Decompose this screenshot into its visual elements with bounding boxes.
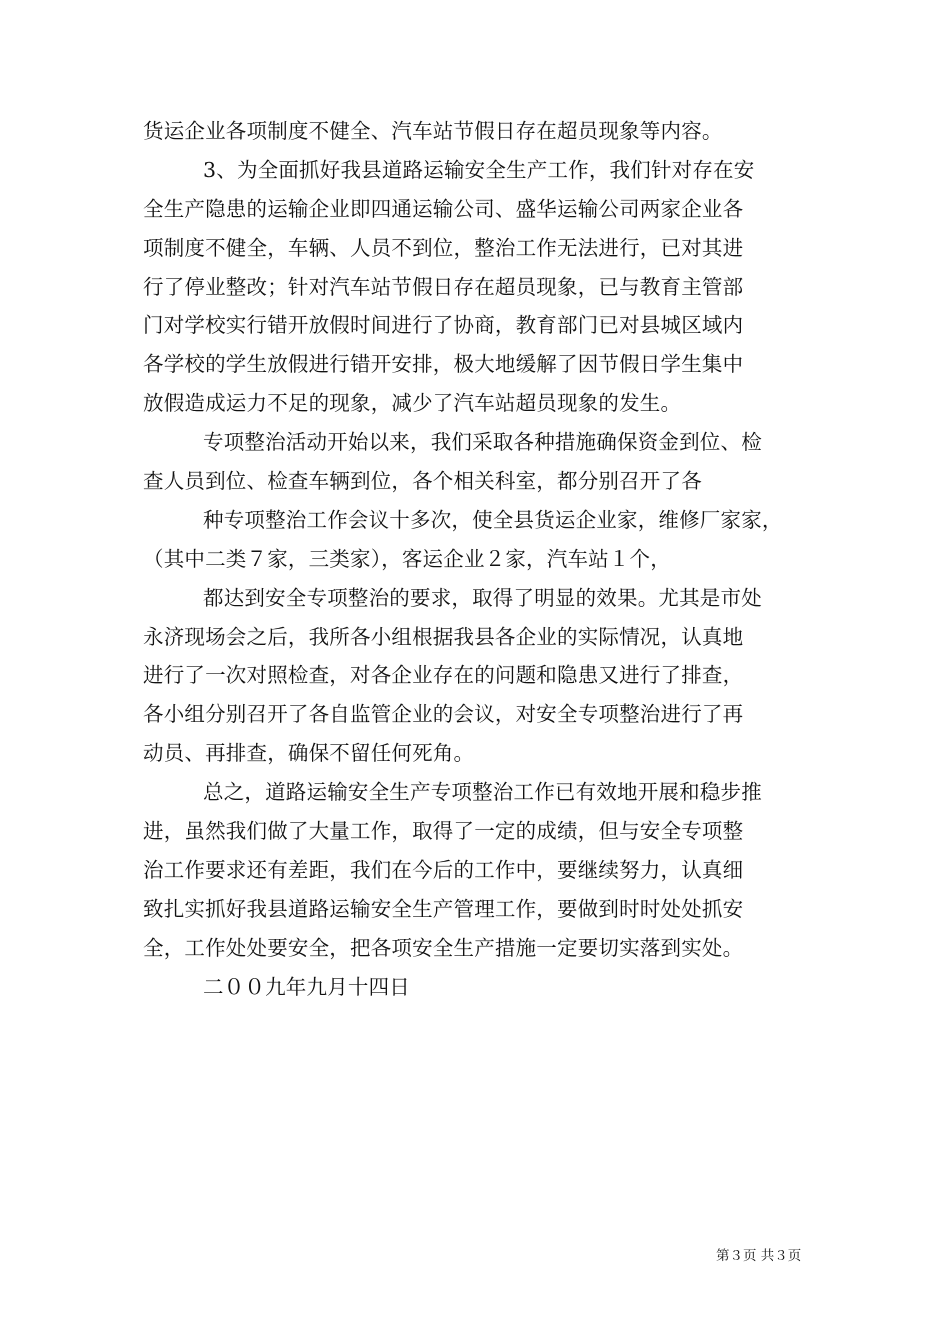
- text-line: 查人员到位、检查车辆到位，各个相关科室，都分别召开了各: [143, 469, 702, 494]
- text-line: 3、为全面抓好我县道路运输安全生产工作，我们针对存在安: [203, 157, 755, 182]
- text-line: 总之，道路运输安全生产专项整治工作已有效地开展和稳步推: [203, 780, 762, 805]
- text-line: 货运企业各项制度不健全、汽车站节假日存在超员现象等内容。: [143, 119, 723, 143]
- text-line: 各小组分别召开了各自监管企业的会议，对安全专项整治进行了再: [143, 702, 744, 727]
- page-number-footer: 第３页 共３页: [716, 1248, 802, 1264]
- text-line: 治工作要求还有差距，我们在今后的工作中，要继续努力，认真细: [143, 857, 744, 882]
- text-line: 各学校的学生放假进行错开安排，极大地缓解了因节假日学生集中: [143, 352, 744, 377]
- document-body: [143, 112, 823, 1006]
- text-line: 进，虽然我们做了大量工作，取得了一定的成绩，但与安全专项整: [143, 819, 744, 844]
- text-line: 全生产隐患的运输企业即四通运输公司、盛华运输公司两家企业各: [143, 196, 744, 221]
- text-line: 种专项整治工作会议十多次，使全县货运企业家，维修厂家家，: [203, 507, 783, 532]
- text-line: 项制度不健全，车辆、人员不到位，整治工作无法进行，已对其进: [143, 235, 744, 260]
- text-line: 动员、再排查，确保不留任何死角。: [143, 741, 475, 766]
- text-line: 全，工作处处要安全，把各项安全生产措施一定要切实落到实处。: [143, 935, 744, 960]
- text-line: 致扎实抓好我县道路运输安全生产管理工作，要做到时时处处抓安: [143, 896, 744, 921]
- text-line: 永济现场会之后，我所各小组根据我县各企业的实际情况，认真地: [143, 624, 744, 649]
- text-line: 进行了一次对照检查，对各企业存在的问题和隐患又进行了排查，: [143, 663, 744, 688]
- date-line: 二００九年九月十四日: [203, 974, 410, 999]
- text-line: 专项整治活动开始以来，我们采取各种措施确保资金到位、检: [203, 430, 762, 455]
- text-line: 都达到安全专项整治的要求，取得了明显的效果。尤其是市处: [203, 585, 762, 610]
- text-line: （其中二类７家，三类家），客运企业２家，汽车站１个，: [143, 546, 671, 571]
- text-line: 行了停业整改；针对汽车站节假日存在超员现象，已与教育主管部: [143, 274, 744, 299]
- text-line: 门对学校实行错开放假时间进行了协商，教育部门已对县城区域内: [143, 313, 744, 338]
- text-line: 放假造成运力不足的现象，减少了汽车站超员现象的发生。: [143, 391, 682, 416]
